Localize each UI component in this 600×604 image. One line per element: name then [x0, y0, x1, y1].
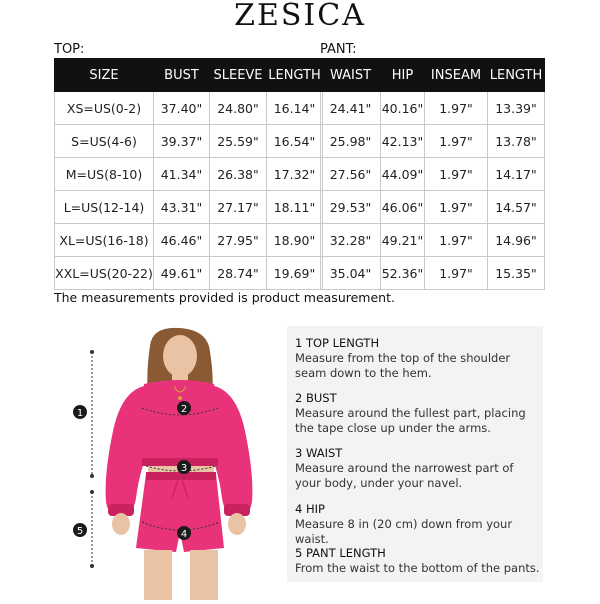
marker-5	[73, 523, 87, 537]
table-cell: 1.97"	[425, 125, 488, 158]
step-title: 2 BUST	[295, 391, 337, 405]
table-cell: 13.39"	[488, 92, 545, 125]
pant-section-label: PANT:	[320, 42, 357, 57]
step-line: Measure 8 in (20 cm) down from your waist.	[295, 517, 513, 546]
marker-label: 4	[180, 529, 188, 540]
left-hand	[112, 513, 130, 535]
marker-2	[177, 401, 191, 415]
brand-logo: ZESICA	[234, 0, 366, 33]
model-illustration	[62, 326, 292, 600]
step-line: From the waist to the bottom of the pants.	[295, 561, 540, 575]
table-cell: 52.36"	[381, 257, 425, 290]
table-cell: 24.41"	[321, 92, 381, 125]
table-cell: 49.61"	[154, 257, 210, 290]
marker-label: 5	[76, 526, 84, 537]
measurement-guide-panel	[287, 326, 543, 582]
table-cell: 25.98"	[321, 125, 381, 158]
table-row	[55, 92, 323, 125]
top-garment	[140, 380, 219, 464]
step-line: the tape close up under the arms.	[295, 421, 491, 435]
table-row	[55, 257, 323, 290]
step-bust	[295, 391, 526, 436]
table-cell: 1.97"	[425, 257, 488, 290]
step-title: 4 HIP	[295, 502, 325, 516]
table-cell: 35.04"	[321, 257, 381, 290]
table-cell: 46.06"	[381, 191, 425, 224]
top-size-table	[54, 58, 323, 290]
column-header: SIZE	[55, 59, 154, 92]
table-cell: 27.17"	[210, 191, 267, 224]
table-cell: 15.35"	[488, 257, 545, 290]
guide-endpoint	[90, 564, 94, 568]
model-photo	[62, 326, 292, 600]
table-cell: 27.95"	[210, 224, 267, 257]
table-cell: 14.96"	[488, 224, 545, 257]
marker-4	[177, 526, 191, 540]
table-cell: 32.28"	[321, 224, 381, 257]
table-row	[55, 224, 323, 257]
table-cell: 18.90"	[267, 224, 323, 257]
step-title: 1 TOP LENGTH	[295, 336, 380, 350]
table-cell: 28.74"	[210, 257, 267, 290]
table-cell: 1.97"	[425, 224, 488, 257]
column-header: INSEAM	[425, 59, 488, 92]
step-title: 3 WAIST	[295, 446, 343, 460]
size-cell: M=US(8-10)	[55, 158, 154, 191]
step-line: your body, under your navel.	[295, 476, 463, 490]
column-header: BUST	[154, 59, 210, 92]
pant-size-table	[320, 58, 545, 290]
step-title: 5 PANT LENGTH	[295, 546, 386, 560]
table-cell: 39.37"	[154, 125, 210, 158]
table-header-row	[321, 59, 545, 92]
table-cell: 24.80"	[210, 92, 267, 125]
step-waist	[295, 446, 513, 491]
size-cell: XXL=US(20-22)	[55, 257, 154, 290]
table-row	[321, 92, 545, 125]
table-cell: 42.13"	[381, 125, 425, 158]
guide-endpoint	[90, 490, 94, 494]
table-row	[55, 125, 323, 158]
table-row	[321, 158, 545, 191]
table-cell: 49.21"	[381, 224, 425, 257]
step-top-length	[295, 336, 510, 381]
right-hand	[228, 513, 246, 535]
column-header: LENGTH	[488, 59, 545, 92]
table-cell: 25.59"	[210, 125, 267, 158]
shorts-garment	[136, 474, 224, 552]
size-cell: S=US(4-6)	[55, 125, 154, 158]
column-header: HIP	[381, 59, 425, 92]
table-cell: 41.34"	[154, 158, 210, 191]
measurement-note: The measurements provided is product measurement.	[54, 290, 395, 305]
table-cell: 14.57"	[488, 191, 545, 224]
table-row	[321, 125, 545, 158]
table-cell: 13.78"	[488, 125, 545, 158]
table-cell: 44.09"	[381, 158, 425, 191]
table-row	[321, 224, 545, 257]
table-row	[55, 158, 323, 191]
table-cell: 16.54"	[267, 125, 323, 158]
marker-1	[73, 405, 87, 419]
marker-label: 2	[180, 404, 188, 415]
size-cell: L=US(12-14)	[55, 191, 154, 224]
table-cell: 29.53"	[321, 191, 381, 224]
column-header: SLEEVE	[210, 59, 267, 92]
step-line: seam down to the hem.	[295, 366, 432, 380]
guide-endpoint	[90, 350, 94, 354]
table-cell: 43.31"	[154, 191, 210, 224]
necklace-pendant	[178, 396, 182, 400]
table-cell: 16.14"	[267, 92, 323, 125]
table-row	[321, 191, 545, 224]
table-cell: 14.17"	[488, 158, 545, 191]
step-line: Measure around the fullest part, placing	[295, 406, 526, 420]
table-cell: 26.38"	[210, 158, 267, 191]
table-cell: 18.11"	[267, 191, 323, 224]
table-cell: 27.56"	[321, 158, 381, 191]
marker-label: 3	[180, 463, 188, 474]
table-cell: 1.97"	[425, 158, 488, 191]
top-section-label: TOP:	[54, 42, 85, 57]
left-leg	[144, 550, 172, 600]
face-shape	[163, 335, 197, 377]
table-cell: 1.97"	[425, 191, 488, 224]
table-cell: 40.16"	[381, 92, 425, 125]
step-line: Measure from the top of the shoulder	[295, 351, 511, 365]
table-row	[321, 257, 545, 290]
table-cell: 19.69"	[267, 257, 323, 290]
column-header: WAIST	[321, 59, 381, 92]
size-cell: XS=US(0-2)	[55, 92, 154, 125]
column-header: LENGTH	[267, 59, 323, 92]
guide-endpoint	[90, 474, 94, 478]
table-cell: 46.46"	[154, 224, 210, 257]
table-row	[55, 191, 323, 224]
table-cell: 1.97"	[425, 92, 488, 125]
step-line: Measure around the narrowest part of	[295, 461, 514, 475]
step-hip	[295, 502, 543, 547]
table-cell: 17.32"	[267, 158, 323, 191]
table-header-row	[55, 59, 323, 92]
marker-label: 1	[76, 408, 84, 419]
table-cell: 37.40"	[154, 92, 210, 125]
size-cell: XL=US(16-18)	[55, 224, 154, 257]
right-leg	[190, 550, 218, 600]
marker-3	[177, 460, 191, 474]
step-pant-length	[295, 546, 540, 576]
